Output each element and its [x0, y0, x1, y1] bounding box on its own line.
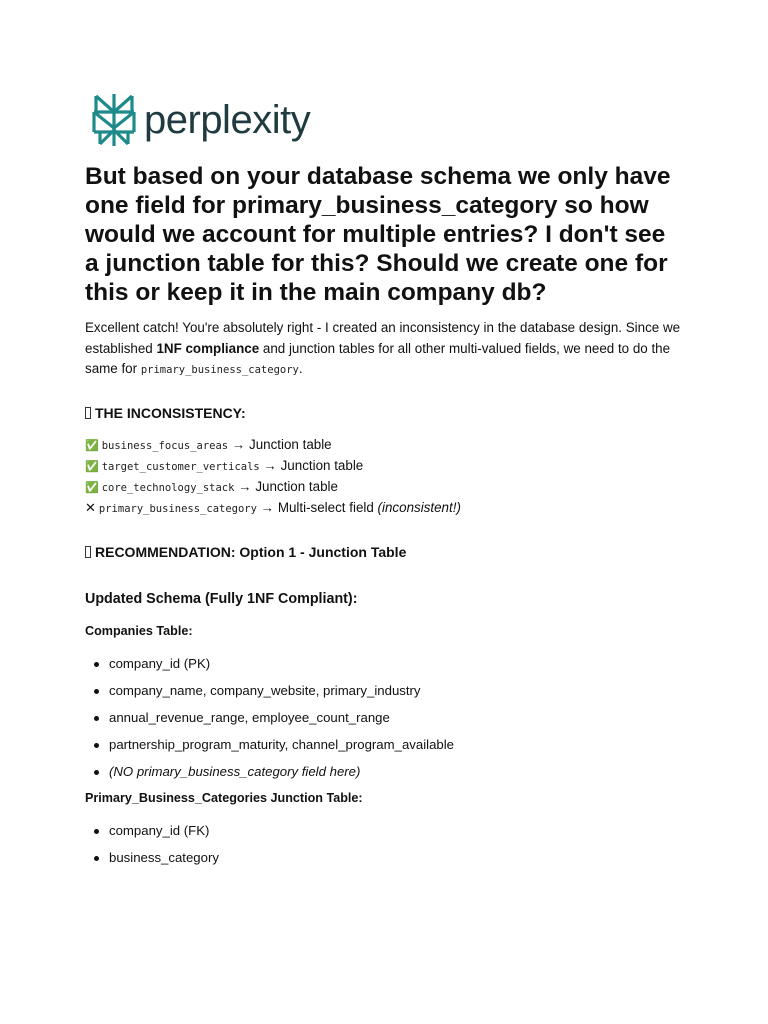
perplexity-logo-icon	[92, 92, 136, 148]
list-item: business_category	[85, 844, 685, 871]
inconsistency-heading-text: THE INCONSISTENCY:	[95, 404, 246, 421]
intro-text-2: and junction tables for all other multi-valued fields, we need to do the same for	[85, 340, 671, 376]
missing-glyph-icon	[85, 546, 91, 558]
field-status: Junction table	[249, 436, 332, 452]
logo-wordmark: perplexity	[144, 98, 311, 142]
arrow: →	[238, 479, 252, 495]
cross-icon: ✕	[85, 500, 96, 516]
junction-table-heading: Primary_Business_Categories Junction Table:	[85, 790, 363, 805]
list-item	[85, 456, 685, 477]
field-code: core_technology_stack	[101, 482, 235, 495]
list-item: annual_revenue_range, employee_count_range	[85, 704, 685, 731]
inconsistency-list	[85, 435, 685, 520]
list-item: company_id (PK)	[85, 650, 685, 677]
logo	[92, 92, 310, 148]
check-icon: ✅	[85, 460, 99, 473]
list-item: company_name, company_website, primary_industry	[85, 677, 685, 704]
answer-body	[85, 318, 685, 871]
intro-text-1: Excellent catch! You're absolutely right - I created an inconsistency in the database design. Since we established	[85, 320, 681, 356]
inconsistency-heading	[85, 404, 685, 422]
list-item: company_id (FK)	[85, 817, 685, 844]
field-code: target_customer_verticals	[101, 460, 260, 473]
intro-paragraph	[85, 318, 685, 381]
arrow: →	[260, 500, 275, 516]
field-code: business_focus_areas	[101, 439, 229, 452]
field-status: Multi-select field	[277, 500, 374, 516]
field-note: (inconsistent!)	[377, 500, 461, 516]
field-status: Junction table	[280, 457, 364, 473]
check-icon: ✅	[85, 439, 99, 452]
missing-glyph-icon	[85, 407, 91, 419]
recommendation-heading	[85, 543, 685, 561]
junction-field-list	[85, 817, 685, 871]
field-status: Junction table	[255, 479, 338, 495]
check-icon: ✅	[85, 482, 99, 495]
field-code: primary_business_category	[98, 503, 257, 516]
schema-heading: Updated Schema (Fully 1NF Compliant):	[85, 590, 358, 607]
arrow: →	[263, 457, 277, 473]
list-item: (NO primary_business_category field here)	[85, 758, 685, 785]
question-heading: But based on your database schema we only have one field for primary_business_category so how would we account for multiple entries? I don't see a junction table for this? Should we create one for this or keep it in the main company db?	[85, 163, 671, 306]
list-item	[85, 435, 685, 456]
list-item	[85, 477, 685, 498]
intro-bold: 1NF compliance	[156, 340, 260, 356]
companies-table-heading: Companies Table:	[85, 623, 193, 638]
recommendation-heading-text: RECOMMENDATION: Option 1 - Junction Table	[95, 543, 407, 560]
intro-code: primary_business_category	[140, 364, 299, 376]
arrow: →	[231, 436, 246, 452]
intro-text-3: .	[298, 361, 303, 376]
list-item: partnership_program_maturity, channel_program_available	[85, 731, 685, 758]
list-item	[85, 498, 685, 519]
companies-field-list	[85, 650, 685, 785]
